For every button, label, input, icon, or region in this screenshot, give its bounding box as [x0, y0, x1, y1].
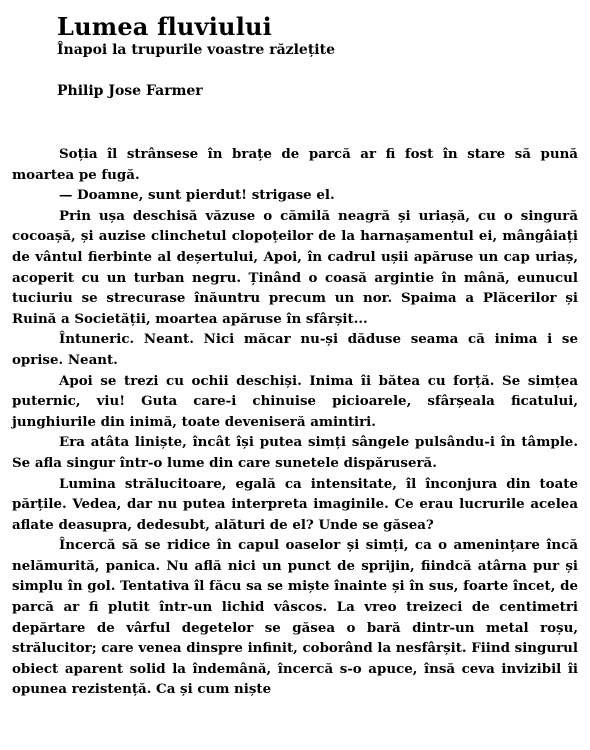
paragraph: Soția îl strânsese în brațe de parcă ar fi fost în stare să pună moartea pe fugă. [12, 146, 578, 183]
paragraph: Încercă să se ridice în capul oaselor și simți, ca o amenințare încă nelămurită, panica. Nu află nici un punct de sprijin, fiindcă atârna pur și simplu în gol. Tentativa îl făcu sa se miște înainte și în sus, foarte încet, de parcă ar fi plutit într-un lichid vâscos. La vreo treizeci de centimetri depărtare de vârful degetelor se găsea o bară dintr-un metal roșu, strălucitor; care venea dinspre infinit, coborând la nesfârșit. Fiind singurul obiect aparent solid la îndemână, încercă s-o apuce, însă ceva invizibil îi opunea rezistență. Ca și cum niște [12, 537, 578, 698]
paragraph: Apoi se trezi cu ochii deschiși. Inima îi bătea cu forță. Se simțea puternic, viu! Guta care-i chinuise picioarele, sfârșeala ficatului, junghiurile din inimă, toate deveniseră amintiri. [12, 372, 578, 430]
paragraph: Prin ușa deschisă văzuse o cămilă neagră și uriașă, cu o singură cocoașă, și auzise clinchetul clopoțeilor de la harnașamentul ei, mângâiați de vântul fierbinte al deșertului, Apoi, în cadrul ușii apăruse un cap uriaș, acoperit cu un turban negru. Ținând o coasă argintie în mână, eunucul tuciuriu se strecurase înăuntru precum un nor. Spaima a Plăcerilor și Ruină a Societății, moartea apăruse în sfârșit... [12, 207, 578, 327]
paragraph: Era atâta liniște, încât își putea simți sângele pulsându-i în tâmple. Se afla singur într-o lume din care sunetele dispăruseră. [12, 434, 578, 471]
paragraph: Întuneric. Neant. Nici măcar nu-și dăduse seama că inima i se oprise. Neant. [12, 331, 578, 368]
book-subtitle: Înapoi la trupurile voastre răzlețite [57, 42, 335, 58]
chapter-text [12, 144, 578, 700]
paragraph: Lumina strălucitoare, egală ca intensitate, îl înconjura din toate părțile. Vedea, dar nu putea interpreta imaginile. Ce erau lucrurile acelea aflate deasupra, dedesubt, alături de el? Unde se găsea? [12, 475, 578, 533]
author-name: Philip Jose Farmer [57, 83, 203, 99]
paragraph: — Doamne, sunt pierdut! strigase el. [59, 187, 335, 204]
book-title: Lumea fluviului [57, 12, 272, 41]
